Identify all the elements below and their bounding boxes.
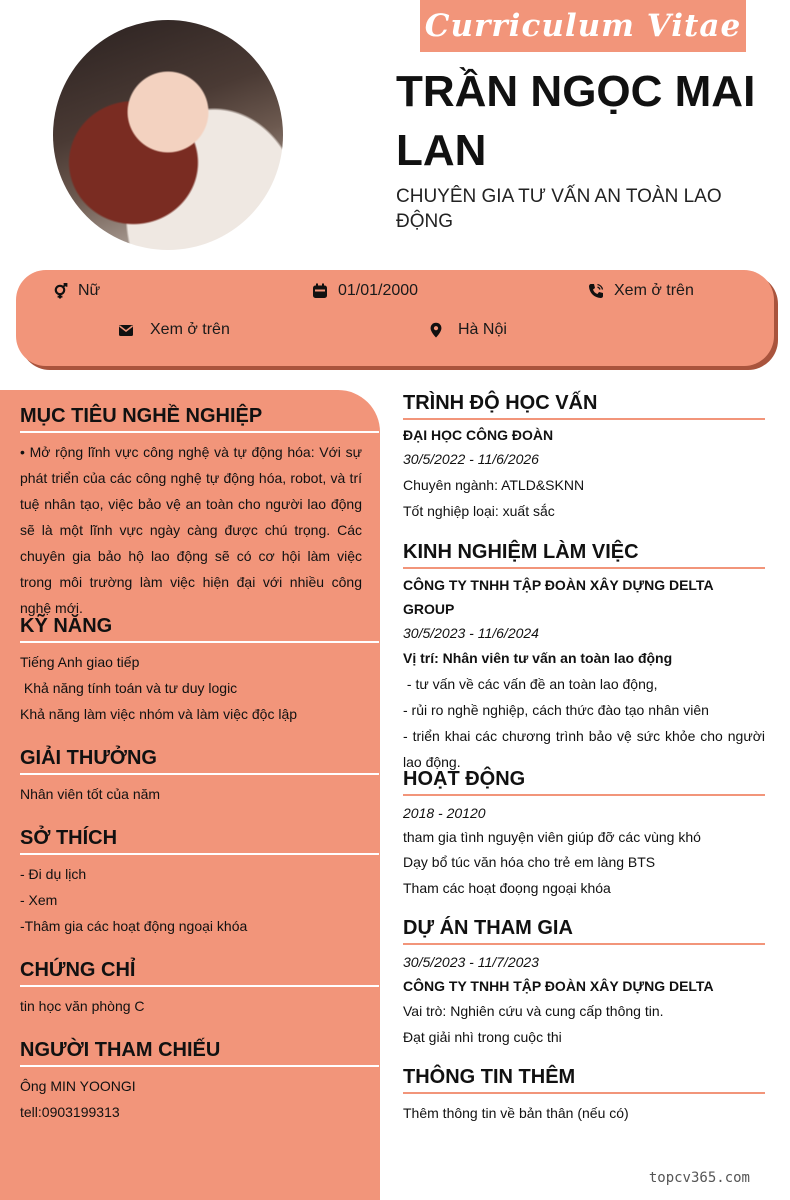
- job-title: CHUYÊN GIA TƯ VẤN AN TOÀN LAO ĐỘNG: [396, 186, 722, 232]
- experience-company: CÔNG TY TNHH TẬP ĐOÀN XÂY DỰNG DELTA GROUP: [403, 577, 714, 617]
- list-item: tin học văn phòng C: [20, 998, 145, 1014]
- list-item: Dạy bổ túc văn hóa cho trẻ em làng BTS: [403, 854, 656, 870]
- list-item: Khả năng tính toán và tư duy logic: [20, 680, 238, 696]
- calendar-icon: [312, 283, 328, 299]
- list-item: - triển khai các chương trình bảo vệ sức khỏe cho người lao động.: [403, 728, 765, 770]
- list-item: - Đi dụ lịch: [20, 866, 87, 882]
- contact-email: [118, 321, 230, 339]
- objective-title: MỤC TIÊU NGHỀ NGHIỆP: [20, 405, 379, 433]
- contact-address: [428, 321, 507, 339]
- hobbies-list: [20, 861, 362, 939]
- skills-title: KỸ NĂNG: [20, 615, 379, 643]
- list-item: - rủi ro nghề nghiệp, cách thức đào tạo nhân viên: [403, 702, 709, 718]
- certificates-title: CHỨNG CHỈ: [20, 959, 379, 987]
- contact-dob: [312, 282, 418, 300]
- activities-body: [403, 801, 765, 901]
- projects-body: [403, 950, 765, 1050]
- avatar: [53, 20, 283, 250]
- list-item: - Xem: [20, 892, 58, 908]
- education-school: ĐẠI HỌC CÔNG ĐOÀN: [403, 427, 554, 443]
- education-grade: Tốt nghiệp loại: xuất sắc: [403, 503, 555, 519]
- projects-company: CÔNG TY TNHH TẬP ĐOÀN XÂY DỰNG DELTA: [403, 978, 714, 994]
- experience-period: 30/5/2023 - 11/6/2024: [403, 625, 539, 641]
- list-item: tham gia tình nguyện viên giúp đỡ các vùng khó: [403, 829, 701, 845]
- list-item: Tham các hoạt đoọng ngoại khóa: [403, 880, 611, 896]
- contact-gender: [52, 282, 100, 300]
- list-item: tell:0903199313: [20, 1104, 120, 1120]
- awards-title: GIẢI THƯỞNG: [20, 747, 379, 775]
- projects-title: DỰ ÁN THAM GIA: [403, 917, 765, 945]
- activities-title: HOẠT ĐỘNG: [403, 768, 765, 796]
- references-title: NGƯỜI THAM CHIẾU: [20, 1039, 379, 1067]
- list-item: Khả năng làm việc nhóm và làm việc độc lập: [20, 706, 298, 722]
- experience-position: Vị trí: Nhân viên tư vấn an toàn lao động: [403, 650, 673, 666]
- list-item: Tiếng Anh giao tiếp: [20, 654, 140, 670]
- email-value: Xem ở trên: [150, 321, 230, 338]
- activities-period: 2018 - 20120: [403, 805, 486, 821]
- objective-text: • Mở rộng lĩnh vực công nghệ và tự động hóa: Với sự phát triển của các công nghệ tự động hóa, robot, và trí tuệ nhân tạo, việc bảo vệ an toàn cho người lao động sẽ là một lĩnh vực ngày càng được chú trọng. Các chuyên gia bảo hộ lao động sẽ có cơ hội làm việc trong môi trường làm việc hiện đại với nhiều công nghệ mới.: [20, 444, 362, 616]
- experience-title: KINH NGHIỆM LÀM VIỆC: [403, 541, 765, 569]
- address-value: Hà Nội: [458, 321, 507, 338]
- cv-banner: Curriculum Vitae: [420, 0, 746, 52]
- education-title: TRÌNH ĐỘ HỌC VẤN: [403, 392, 765, 420]
- projects-result: Đạt giải nhì trong cuộc thi: [403, 1029, 562, 1045]
- gender-icon: [52, 283, 68, 299]
- education-period: 30/5/2022 - 11/6/2026: [403, 451, 539, 467]
- extra-info-text: Thêm thông tin về bản thân (nếu có): [403, 1105, 629, 1121]
- extra-info-title: THÔNG TIN THÊM: [403, 1066, 765, 1094]
- education-body: [403, 423, 765, 523]
- watermark: topcv365.com: [648, 1170, 750, 1186]
- phone-value: Xem ở trên: [614, 282, 694, 299]
- gender-value: Nữ: [78, 282, 101, 299]
- projects-period: 30/5/2023 - 11/7/2023: [403, 954, 539, 970]
- projects-role: Vai trò: Nghiên cứu và cung cấp thông tin.: [403, 1003, 664, 1019]
- candidate-name: TRẦN NGỌC MAI LAN: [396, 67, 756, 175]
- list-item: Nhân viên tốt của năm: [20, 786, 161, 802]
- references-list: [20, 1073, 362, 1125]
- contact-phone: [588, 282, 694, 300]
- certificates-list: [20, 993, 362, 1019]
- list-item: -Thâm gia các hoạt động ngoại khóa: [20, 918, 248, 934]
- experience-body: [403, 573, 765, 775]
- envelope-icon: [118, 322, 134, 338]
- map-pin-icon: [428, 322, 444, 338]
- skills-list: [20, 649, 362, 727]
- dob-value: 01/01/2000: [338, 282, 419, 299]
- list-item: Ông MIN YOONGI: [20, 1078, 136, 1094]
- awards-list: [20, 781, 362, 807]
- education-major: Chuyên ngành: ATLD&SKNN: [403, 477, 585, 493]
- list-item: - tư vấn về các vấn đề an toàn lao động,: [403, 676, 658, 692]
- hobbies-title: SỞ THÍCH: [20, 827, 379, 855]
- phone-icon: [588, 283, 604, 299]
- contact-bar: [16, 270, 774, 366]
